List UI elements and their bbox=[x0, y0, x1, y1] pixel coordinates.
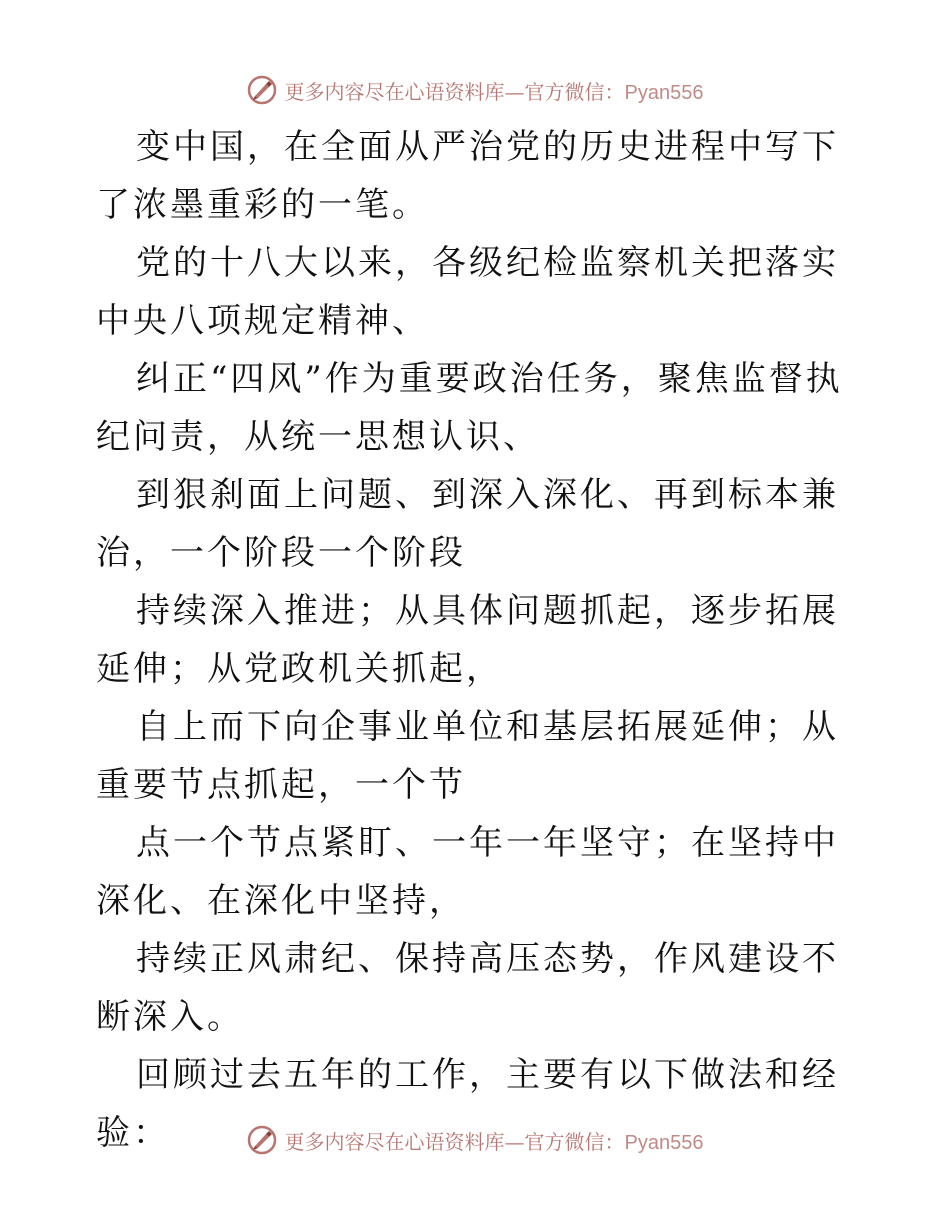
watermark-text: 更多内容尽在心语资料库—官方微信：Pyan556 bbox=[284, 1129, 704, 1154]
paragraph: 到狠刹面上问题、到深入深化、再到标本兼治，一个阶段一个阶段 bbox=[96, 475, 839, 573]
header-watermark bbox=[0, 70, 950, 110]
pen-logo-icon bbox=[247, 1125, 277, 1155]
paragraph: 变中国，在全面从严治党的历史进程中写下了浓墨重彩的一笔。 bbox=[96, 127, 839, 225]
paragraph: 持续正风肃纪、保持高压态势，作风建设不断深入。 bbox=[96, 939, 839, 1037]
paragraph: 党的十八大以来，各级纪检监察机关把落实中央八项规定精神、 bbox=[96, 243, 839, 341]
paragraph: 纠正“四风”作为重要政治任务，聚焦监督执纪问责，从统一思想认识、 bbox=[96, 359, 843, 457]
paragraph: 点一个节点紧盯、一年一年坚守；在坚持中深化、在深化中坚持， bbox=[96, 823, 839, 921]
paragraph: 回顾过去五年的工作，主要有以下做法和经验： bbox=[96, 1055, 839, 1153]
paragraph: 持续深入推进；从具体问题抓起，逐步拓展延伸；从党政机关抓起， bbox=[96, 591, 839, 689]
pen-logo-icon bbox=[247, 75, 277, 105]
document-body bbox=[96, 118, 866, 1162]
paragraph: 自上而下向企事业单位和基层拓展延伸；从重要节点抓起，一个节 bbox=[96, 707, 839, 805]
watermark-text: 更多内容尽在心语资料库—官方微信：Pyan556 bbox=[284, 79, 704, 104]
footer-watermark bbox=[0, 1120, 950, 1160]
